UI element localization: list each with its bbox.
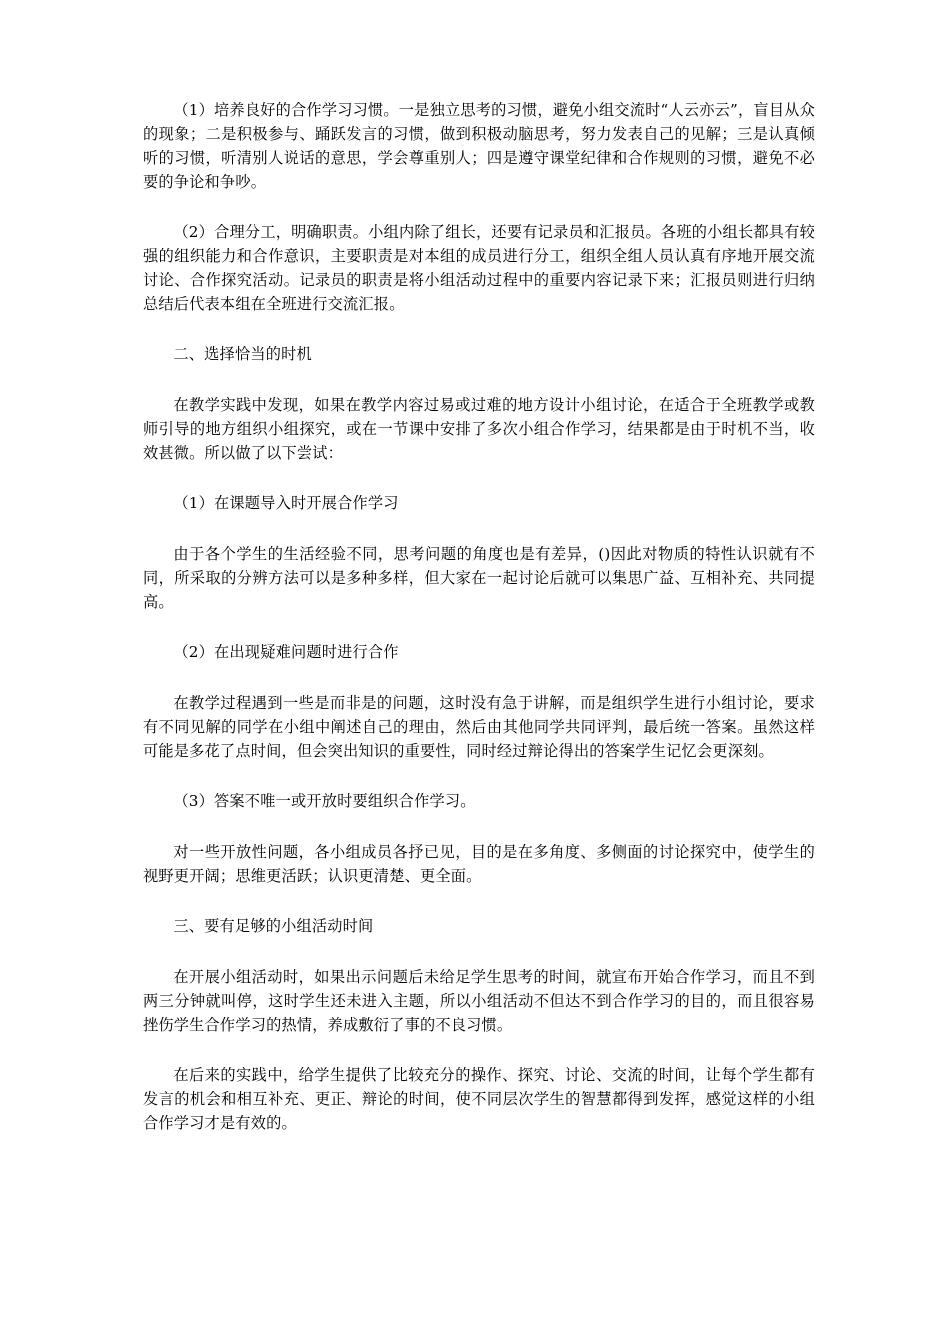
section-heading-activity-time: 三、要有足够的小组活动时间 (173, 917, 374, 935)
paragraph-activity-time: 在开展小组活动时，如果出示问题后未给足学生思考的时间，就宣布开始合作学习，而且不到两三分钟就叫停，这时学生还未进入主题，所以小组活动不但达不到合作学习的目的，而且很容易挫伤学生合作学习的热情，养成敷衍了事的不良习惯。 (143, 968, 815, 1034)
section-heading-timing: 二、选择恰当的时机 (173, 345, 312, 363)
subheading-topic-intro: （1）在课题导入时开展合作学习 (173, 494, 399, 512)
paragraph-open-answers: 对一些开放性问题，各小组成员各抒已见，目的是在多角度、多侧面的讨论探究中，使学生的视野更开阔；思维更活跃；认识更清楚、更全面。 (143, 843, 815, 885)
document-body (143, 98, 815, 1161)
paragraph-difficult-problems: 在教学过程遇到一些是而非是的问题，这时没有急于讲解，而是组织学生进行小组讨论，要求有不同见解的同学在小组中阐述自己的理由，然后由其他同学共同评判，最后统一答案。虽然这样可能是多花了点时间，但会突出知识的重要性，同时经过辩论得出的答案学生记忆会更深刻。 (143, 694, 815, 760)
paragraph-topic-intro: 由于各个学生的生活经验不同，思考问题的角度也是有差异，()因此对物质的特性认识就有不同，所采取的分辨方法可以是多种多样，但大家在一起讨论后就可以集思广益、互相补充、共同提高。 (143, 545, 815, 611)
paragraph-later-practice: 在后来的实践中，给学生提供了比较充分的操作、探究、讨论、交流的时间，让每个学生都有发言的机会和相互补充、更正、辩论的时间，使不同层次学生的智慧都得到发挥，感觉这样的小组合作学习才是有效的。 (143, 1066, 815, 1132)
subheading-difficult-problems: （2）在出现疑难问题时进行合作 (173, 643, 399, 661)
paragraph-timing-intro: 在教学实践中发现，如果在教学内容过易或过难的地方设计小组讨论，在适合于全班教学或教师引导的地方组织小组探究，或在一节课中安排了多次小组合作学习，结果都是由于时机不当，收效甚微。所以做了以下尝试： (143, 396, 815, 462)
paragraph-habits: （1）培养良好的合作学习习惯。一是独立思考的习惯，避免小组交流时“人云亦云”，盲目从众的现象；二是积极参与、踊跃发言的习惯，做到积极动脑思考，努力发表自己的见解；三是认真倾听的习惯，听清别人说话的意思，学会尊重别人；四是遵守课堂纪律和合作规则的习惯，避免不必要的争论和争吵。 (143, 101, 815, 191)
paragraph-division-of-labor: （2）合理分工，明确职责。小组内除了组长，还要有记录员和汇报员。各班的小组长都具有较强的组织能力和合作意识，主要职责是对本组的成员进行分工，组织全组人员认真有序地开展交流讨论、合作探究活动。记录员的职责是将小组活动过程中的重要内容记录下来；汇报员则进行归纳总结后代表本组在全班进行交流汇报。 (143, 223, 815, 313)
subheading-open-answers: （3）答案不唯一或开放时要组织合作学习。 (173, 792, 476, 810)
